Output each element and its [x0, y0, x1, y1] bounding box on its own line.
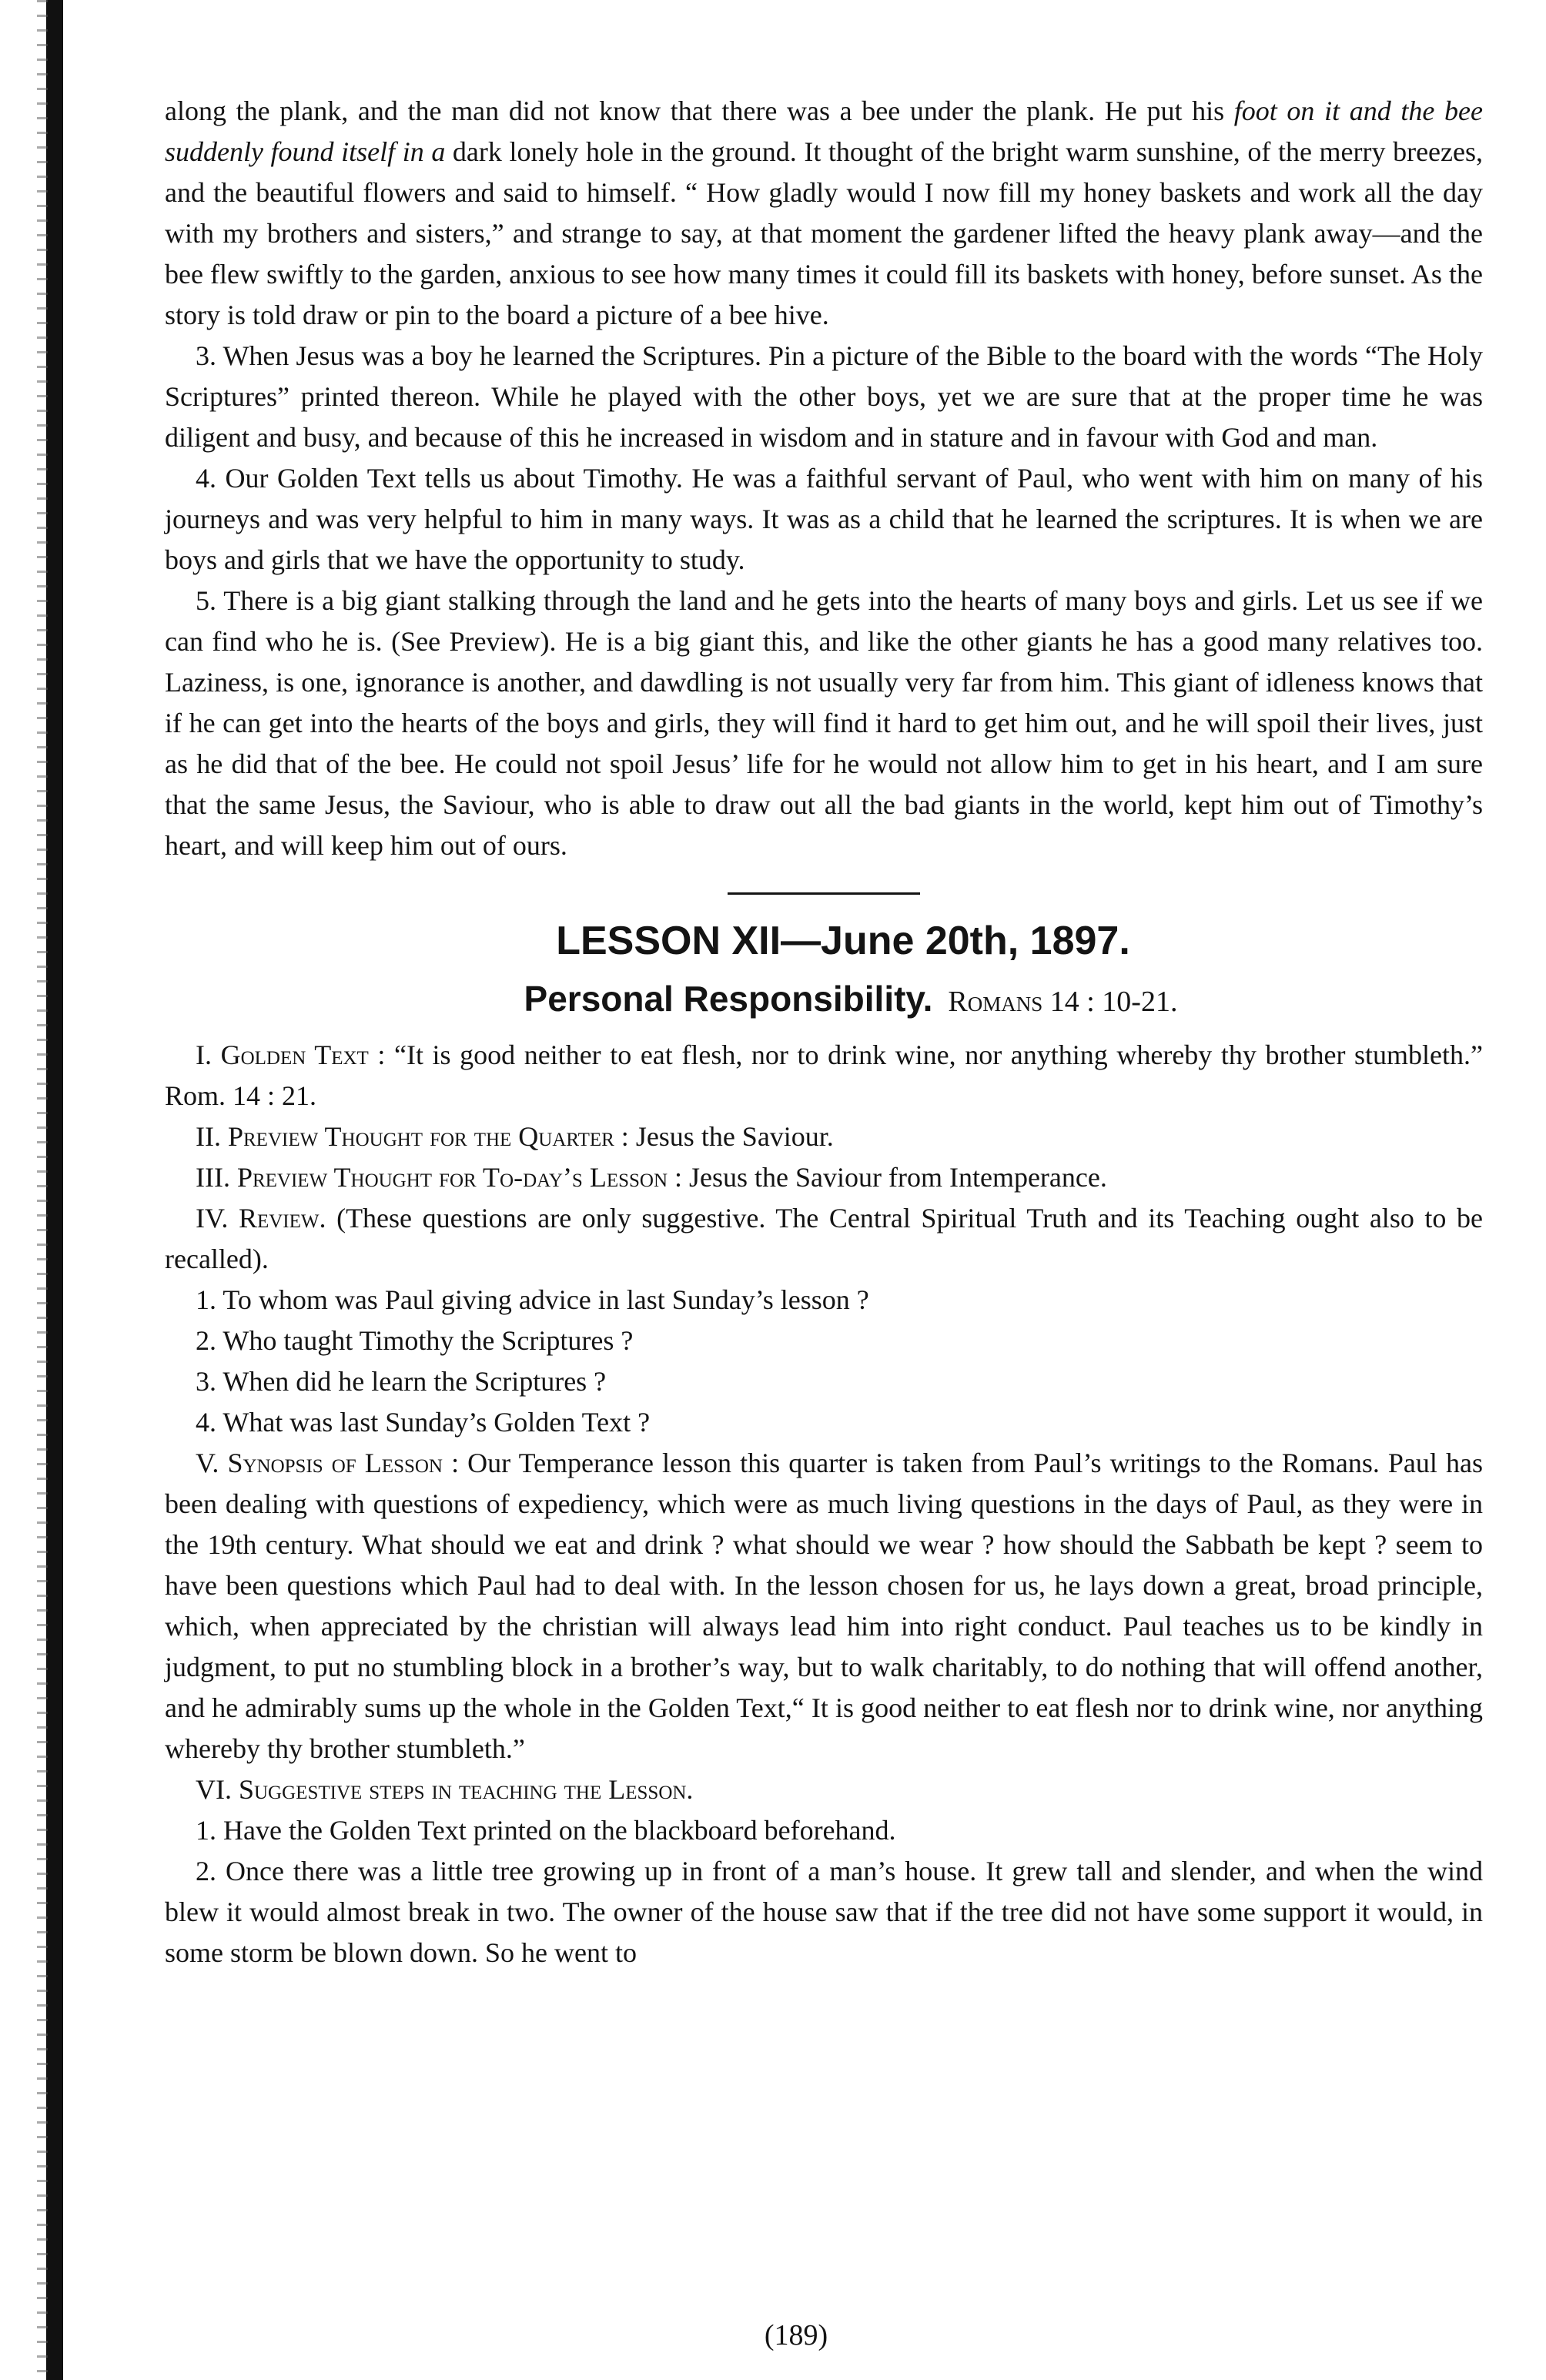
preview-today-section	[165, 1157, 1483, 1198]
bee-story-italic-text: foot on it and the bee suddenly found itself in a	[165, 95, 1483, 167]
preview-today-body: Jesus the Saviour from Intemperance.	[682, 1162, 1107, 1193]
golden-text-label: I. Golden Text :	[196, 1039, 386, 1070]
bee-story-text-end: dark lonely hole in the ground. It thought of the bright warm sunshine, of the merry breezes, and the beautiful flowers and said to himself. “ How gladly would I now fill my honey baskets and work all the day with my brothers and sisters,” and strange to say, at that moment the gardener lifted the heavy plank away—and the bee flew swiftly to the garden, anxious to see how many times it could fill its baskets with honey, before sunset. As the story is told draw or pin to the board a picture of a bee hive.	[165, 136, 1483, 330]
golden-text-body: “It is good neither to eat flesh, nor to drink wine, nor anything whereby thy brother stumbleth.” Rom. 14 : 21.	[165, 1039, 1483, 1111]
review-body: (These questions are only suggestive. The Central Spiritual Truth and its Teaching ought also to be recalled).	[165, 1203, 1484, 1274]
golden-text-section	[165, 1035, 1483, 1116]
teaching-step-1: 1. Have the Golden Text printed on the blackboard beforehand.	[196, 1815, 896, 1846]
review-label: IV. Review.	[196, 1203, 326, 1234]
review-question-2: 2. Who taught Timothy the Scriptures ?	[196, 1325, 634, 1356]
paragraph-step-5: 5. There is a big giant stalking through the land and he gets into the hearts of many boys and girls. Let us see if we can find who he is. (See Preview). He is a big giant this, and like the other giants he has a good many relatives too. Laziness, is one, ignorance is another, and dawdling is not usually very far from him. This giant of idleness knows that if he can get into the hearts of the boys and girls, they will find it hard to get him out, and he will spoil their lives, just as he did that of the bee. He could not spoil Jesus’ life for he would not allow him to get in his heart, and I am sure that the same Jesus, the Saviour, who is able to draw out all the bad giants in the world, kept him out of Timothy’s heart, and will keep him out of ours.	[165, 585, 1483, 861]
paragraph-step-3: 3. When Jesus was a boy he learned the Scriptures. Pin a picture of the Bible to the board with the words “The Holy Scriptures” printed thereon. While he played with the other boys, yet we are sure that at the proper time he was diligent and busy, and because of this he increased in wisdom and in stature and in favour with God and man.	[165, 340, 1483, 453]
lesson-title: Personal Responsibility.	[524, 979, 933, 1019]
synopsis-section	[165, 1443, 1483, 1769]
lesson-reference: Romans 14 : 10-21.	[948, 986, 1178, 1018]
binding-edge	[37, 0, 48, 2380]
synopsis-body: Our Temperance lesson this quarter is taken from Paul’s writings to the Romans. Paul has been dealing with questions of expediency, which were as much living questions in the days of Paul, as they were in the 19th century. What should we eat and drink ? what should we wear ? how should the Sabbath be kept ? seem to have been questions which Paul had to deal with. In the lesson chosen for us, he lays down a great, broad principle, which, when appreciated by the christian will always lead him into right conduct. Paul teaches us to be kindly in judgment, to put no stumbling block in a brother’s way, but to walk charitably, to do nothing that will offend another, and he admirably sums up the whole in the Golden Text,“ It is good neither to eat flesh nor to drink wine, nor anything whereby thy brother stumbleth.”	[165, 1448, 1483, 1764]
review-question-1: 1. To whom was Paul giving advice in last Sunday’s lesson ?	[196, 1284, 869, 1315]
synopsis-label: V. Synopsis of Lesson :	[196, 1448, 460, 1478]
paragraph-step-4: 4. Our Golden Text tells us about Timothy. He was a faithful servant of Paul, who went with him on many of his journeys and was very helpful to him in many ways. It was as a child that he learned the scriptures. It is when we are boys and girls that we have the opportunity to study.	[165, 463, 1483, 575]
preview-quarter-label: II. Preview Thought for the Quarter :	[196, 1121, 629, 1152]
preview-today-label: III. Preview Thought for To-day’s Lesson :	[196, 1162, 683, 1193]
bee-story-text-start: along the plank, and the man did not know that there was a bee under the plank. He put his	[165, 95, 1234, 126]
lesson-subheading	[165, 975, 1483, 1032]
paragraph-bee-story	[165, 91, 1483, 336]
preview-quarter-body: Jesus the Saviour.	[628, 1121, 834, 1152]
page-body	[165, 91, 1483, 1973]
suggestive-steps-heading: VI. Suggestive steps in teaching the Lesson.	[196, 1774, 694, 1805]
section-divider	[728, 892, 920, 895]
binding-gutter	[46, 0, 63, 2380]
teaching-step-2: 2. Once there was a little tree growing up in front of a man’s house. It grew tall and slender, and when the wind blew it would almost break in two. The owner of the house saw that if the tree did not have some support it would, in some storm be blown down. So he went to	[165, 1856, 1483, 1968]
lesson-heading: LESSON XII—June 20th, 1897.	[556, 919, 1130, 963]
review-section	[165, 1198, 1483, 1280]
page-number: (189)	[764, 2319, 828, 2352]
review-question-4: 4. What was last Sunday’s Golden Text ?	[196, 1407, 651, 1438]
preview-quarter-section	[165, 1116, 1483, 1157]
review-question-3: 3. When did he learn the Scriptures ?	[196, 1366, 607, 1397]
